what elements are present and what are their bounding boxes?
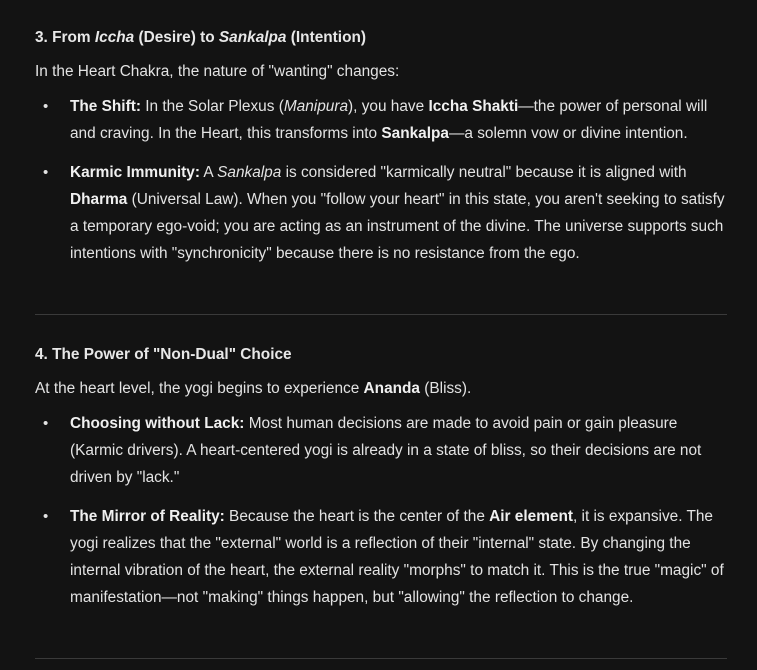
item-bold: Air element bbox=[489, 508, 573, 525]
intro-text: At the heart level, the yogi begins to experience bbox=[35, 380, 364, 397]
section-4-heading: 4. The Power of "Non-Dual" Choice bbox=[35, 346, 292, 363]
item-bold: Iccha Shakti bbox=[428, 98, 519, 115]
item-text: In the Solar Plexus ( bbox=[140, 98, 284, 115]
intro-text: (Bliss). bbox=[419, 380, 472, 397]
intro-bold: Ananda bbox=[363, 380, 420, 397]
item-bold: Sankalpa bbox=[381, 125, 449, 142]
heading-number: 3. From bbox=[35, 29, 95, 46]
bullet: • bbox=[43, 164, 49, 181]
item-text: (Universal Law). When you "follow your heart" in this state, you aren't seeking to satisfy a temporary ego-void; you are acting as an instrument of the divine. The universe supports such intentions with "synchronicity" because there is no resistance from the ego. bbox=[70, 191, 725, 262]
section-divider bbox=[35, 658, 727, 659]
item-text: —the power of personal will and craving. In the Heart, this transforms into bbox=[70, 98, 708, 142]
bullet: • bbox=[43, 415, 49, 432]
heading-term-sankalpa: Sankalpa bbox=[218, 29, 287, 46]
section-divider bbox=[35, 314, 727, 315]
item-text: Because the heart is the center of the bbox=[224, 508, 490, 525]
item-label: Choosing without Lack: bbox=[70, 415, 245, 432]
section-4-intro bbox=[35, 377, 727, 401]
item-text: , it is expansive. The yogi realizes that the "external" world is a reflection of their "internal" state. By changing the internal vibration of the heart, the external reality "morphs" to match it. This is the true "magic" of manifestation—not "making" things happen, but "allowing" the reflection to change. bbox=[70, 508, 724, 606]
item-label: The Mirror of Reality: bbox=[70, 508, 225, 525]
section-3-heading bbox=[35, 26, 727, 50]
item-label: Karmic Immunity: bbox=[70, 164, 200, 181]
item-italic: Manipura bbox=[283, 98, 349, 115]
item-text: A bbox=[200, 164, 218, 181]
item-bold: Dharma bbox=[70, 191, 128, 208]
item-label: The Shift: bbox=[70, 98, 141, 115]
list-item-mirror-of-reality bbox=[35, 503, 727, 611]
item-text: ), you have bbox=[348, 98, 429, 115]
bullet: • bbox=[43, 508, 49, 525]
item-text: is considered "karmically neutral" because it is aligned with bbox=[281, 164, 687, 181]
list-item-karmic-immunity bbox=[35, 159, 727, 267]
section-3-intro: In the Heart Chakra, the nature of "wanting" changes: bbox=[35, 63, 400, 80]
heading-term-iccha: Iccha bbox=[94, 29, 135, 46]
section-3-list bbox=[35, 93, 727, 267]
list-item-the-shift bbox=[35, 93, 727, 147]
heading-text: (Intention) bbox=[286, 29, 366, 46]
heading-text: (Desire) to bbox=[134, 29, 219, 46]
item-italic: Sankalpa bbox=[217, 164, 282, 181]
list-item-choosing-without-lack bbox=[35, 410, 727, 491]
item-text: Most human decisions are made to avoid pain or gain pleasure (Karmic drivers). A heart-centered yogi is already in a state of bliss, so their decisions are not driven by "lack." bbox=[70, 415, 702, 486]
item-text: —a solemn vow or divine intention. bbox=[448, 125, 688, 142]
section-4-list bbox=[35, 410, 727, 611]
bullet: • bbox=[43, 98, 49, 115]
